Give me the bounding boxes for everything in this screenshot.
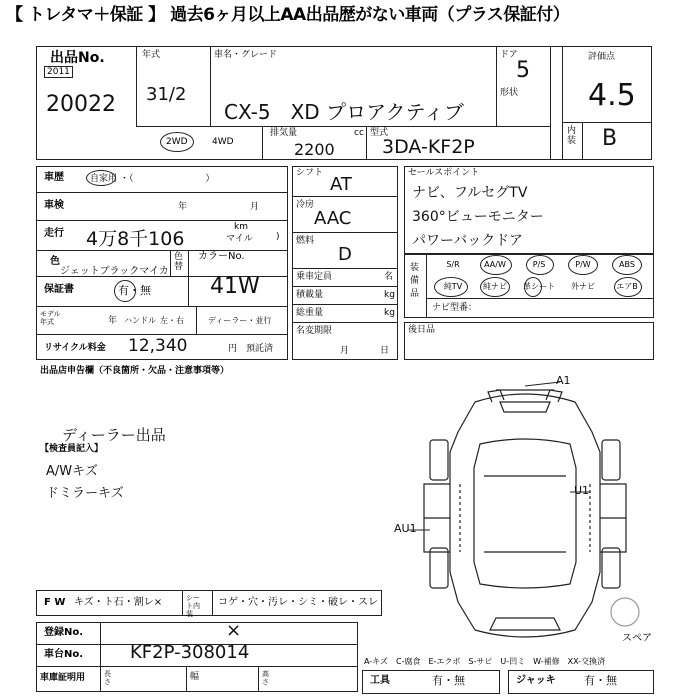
recycle-unit: 円: [228, 344, 238, 354]
interior-label: 内装: [567, 126, 577, 146]
capacity-unit: 名: [384, 272, 394, 282]
sales-point-line: ナビ、フルセグTV: [412, 185, 528, 201]
equipment-option: 純ナビ: [483, 282, 507, 291]
handle-label: ハンドル: [124, 316, 156, 325]
handle-value: 左・右: [160, 316, 184, 325]
equipment-option: AA/W: [484, 260, 506, 269]
jack-value: 有・無: [584, 674, 617, 687]
recycle-note: 預託済: [246, 344, 274, 354]
damage-codes-legend: A-キズ C-腐食 E-エクボ S-サビ U-凹ミ W-補修 XX-交換済: [364, 657, 606, 666]
length-label: 長さ: [104, 670, 111, 686]
color-code-label: カラーNo.: [198, 251, 245, 262]
header-title: 【 トレタマ＋保証 】 過去6ヶ月以上AA出品歴がない車両（プラス保証付）: [6, 5, 570, 25]
year-value: 31/2: [146, 84, 187, 105]
color-value: ジェットブラックマイカ: [60, 266, 169, 277]
after-items-block: [404, 322, 654, 360]
history-label: 車歴: [44, 172, 64, 183]
mileage-unit-mile: マイル: [226, 234, 253, 244]
year-label: 年式: [142, 50, 161, 60]
navi-model-label: ナビ型番：: [432, 303, 478, 313]
equipment-option: P/W: [575, 260, 591, 269]
model-year-unit: 年: [108, 316, 118, 326]
warranty-label: 保証書: [44, 284, 74, 295]
mileage-unit-km: km: [234, 222, 248, 232]
model-year-label: モデル年式: [40, 310, 61, 326]
seat-label: シート内装: [186, 594, 200, 618]
history-paren: ・（ ）: [120, 174, 215, 184]
damage-mark: U1: [574, 484, 590, 497]
reg-no-value: ×: [226, 620, 242, 641]
equipment-option: エアB: [616, 282, 638, 291]
after-items-label: 後日品: [408, 325, 436, 335]
sales-point-line: 360°ビューモニター: [412, 209, 544, 225]
jack-label: ジャッキ: [516, 675, 556, 686]
interior-value: B: [602, 126, 618, 151]
lot-label: 出品No.: [50, 50, 105, 66]
drive-2wd: 2WD: [166, 137, 188, 147]
height-label: 高さ: [262, 670, 269, 686]
door-value: 5: [516, 58, 530, 83]
history-value: 自家用: [90, 174, 118, 184]
dealer-label: ディーラー・並行: [208, 316, 272, 325]
seller-note: ディーラー出品: [62, 426, 166, 444]
gross-label: 総重量: [296, 308, 324, 318]
damage-mark: A1: [556, 374, 571, 387]
shift-label: シフト: [296, 168, 324, 178]
car-damage-diagram: [400, 372, 650, 648]
equipment-option: ABS: [619, 260, 635, 269]
rating-label: 評価点: [588, 52, 616, 62]
shift-value: AT: [330, 174, 352, 195]
reg-no-label: 登録No.: [44, 627, 84, 638]
displacement-unit: cc: [354, 128, 364, 138]
color-change-label: 色替: [174, 252, 184, 272]
month-unit: 月: [340, 346, 350, 356]
width-label: 幅: [190, 672, 200, 682]
tools-value: 有・無: [432, 674, 465, 687]
seat-text: コゲ・穴・汚レ・シミ・破レ・スレ: [218, 597, 378, 608]
fuel-value: D: [338, 244, 352, 265]
inspector-label: 【検査員記入】: [40, 444, 104, 454]
drive-4wd: 4WD: [212, 137, 234, 147]
mileage-value: 4万8千106: [86, 228, 185, 250]
recycle-value: 12,340: [128, 336, 188, 356]
name-grade-label: 車名・グレード: [214, 50, 278, 60]
model-label: 型式: [370, 128, 389, 138]
lot-year-tag: 2011: [44, 66, 73, 78]
day-unit: 日: [380, 346, 390, 356]
mileage-paren: ): [276, 232, 280, 242]
spare-label: スペア: [622, 633, 652, 644]
inspector-note: A/Wキズ: [46, 464, 98, 479]
load-unit: kg: [384, 290, 395, 300]
chassis-label: 車台No.: [44, 649, 84, 660]
displacement-value: 2200: [294, 140, 335, 159]
tools-label: 工具: [370, 675, 390, 686]
chassis-value: KF2P-308014: [130, 642, 250, 663]
change-date-label: 名変期限: [296, 326, 333, 336]
fw-label: F W: [44, 597, 66, 608]
mileage-label: 走行: [44, 228, 64, 239]
model-value: 3DA-KF2P: [382, 136, 475, 158]
equipment-option: 外ナビ: [571, 282, 595, 291]
shape-label: 形状: [500, 88, 519, 98]
warranty-options: 有・無: [118, 284, 151, 297]
gross-unit: kg: [384, 308, 395, 318]
fw-text: キズ・ト石・割レ×: [74, 597, 163, 608]
equipment-option: P/S: [532, 260, 546, 269]
lot-number: 20022: [46, 92, 116, 117]
cert-label: 車庫証明用: [40, 673, 86, 683]
load-label: 積載量: [296, 290, 324, 300]
sales-points-label: セールスポイント: [408, 168, 480, 178]
capacity-label: 乗車定員: [296, 272, 333, 282]
shaken-month: 月: [250, 202, 260, 212]
equipment-option: 革シート: [523, 282, 555, 291]
rating-value: 4.5: [588, 78, 636, 113]
inspector-note: ドミラーキズ: [46, 486, 124, 501]
equipment-label: 装備品: [410, 263, 420, 299]
sales-point-line: パワーバックドア: [412, 233, 523, 249]
fuel-label: 燃料: [296, 236, 315, 246]
ac-label: 冷房: [296, 200, 315, 210]
equipment-option: 純TV: [443, 282, 463, 291]
name-grade-value: CX-5 XD プロアクティブ: [224, 100, 464, 124]
shaken-year: 年: [178, 202, 188, 212]
equipment-option: S/R: [446, 260, 460, 269]
seller-notes-label: 出品店申告欄（不良箇所・欠品・注意事項等）: [40, 366, 230, 376]
color-code-value: 41W: [210, 274, 260, 299]
ac-value: AAC: [314, 208, 352, 229]
recycle-label: リサイクル料金: [44, 343, 106, 353]
displacement-label: 排気量: [270, 128, 298, 138]
damage-mark: AU1: [394, 522, 417, 535]
color-label: 色: [50, 256, 60, 267]
door-label: ドア: [500, 50, 518, 60]
shaken-label: 車検: [44, 200, 64, 211]
